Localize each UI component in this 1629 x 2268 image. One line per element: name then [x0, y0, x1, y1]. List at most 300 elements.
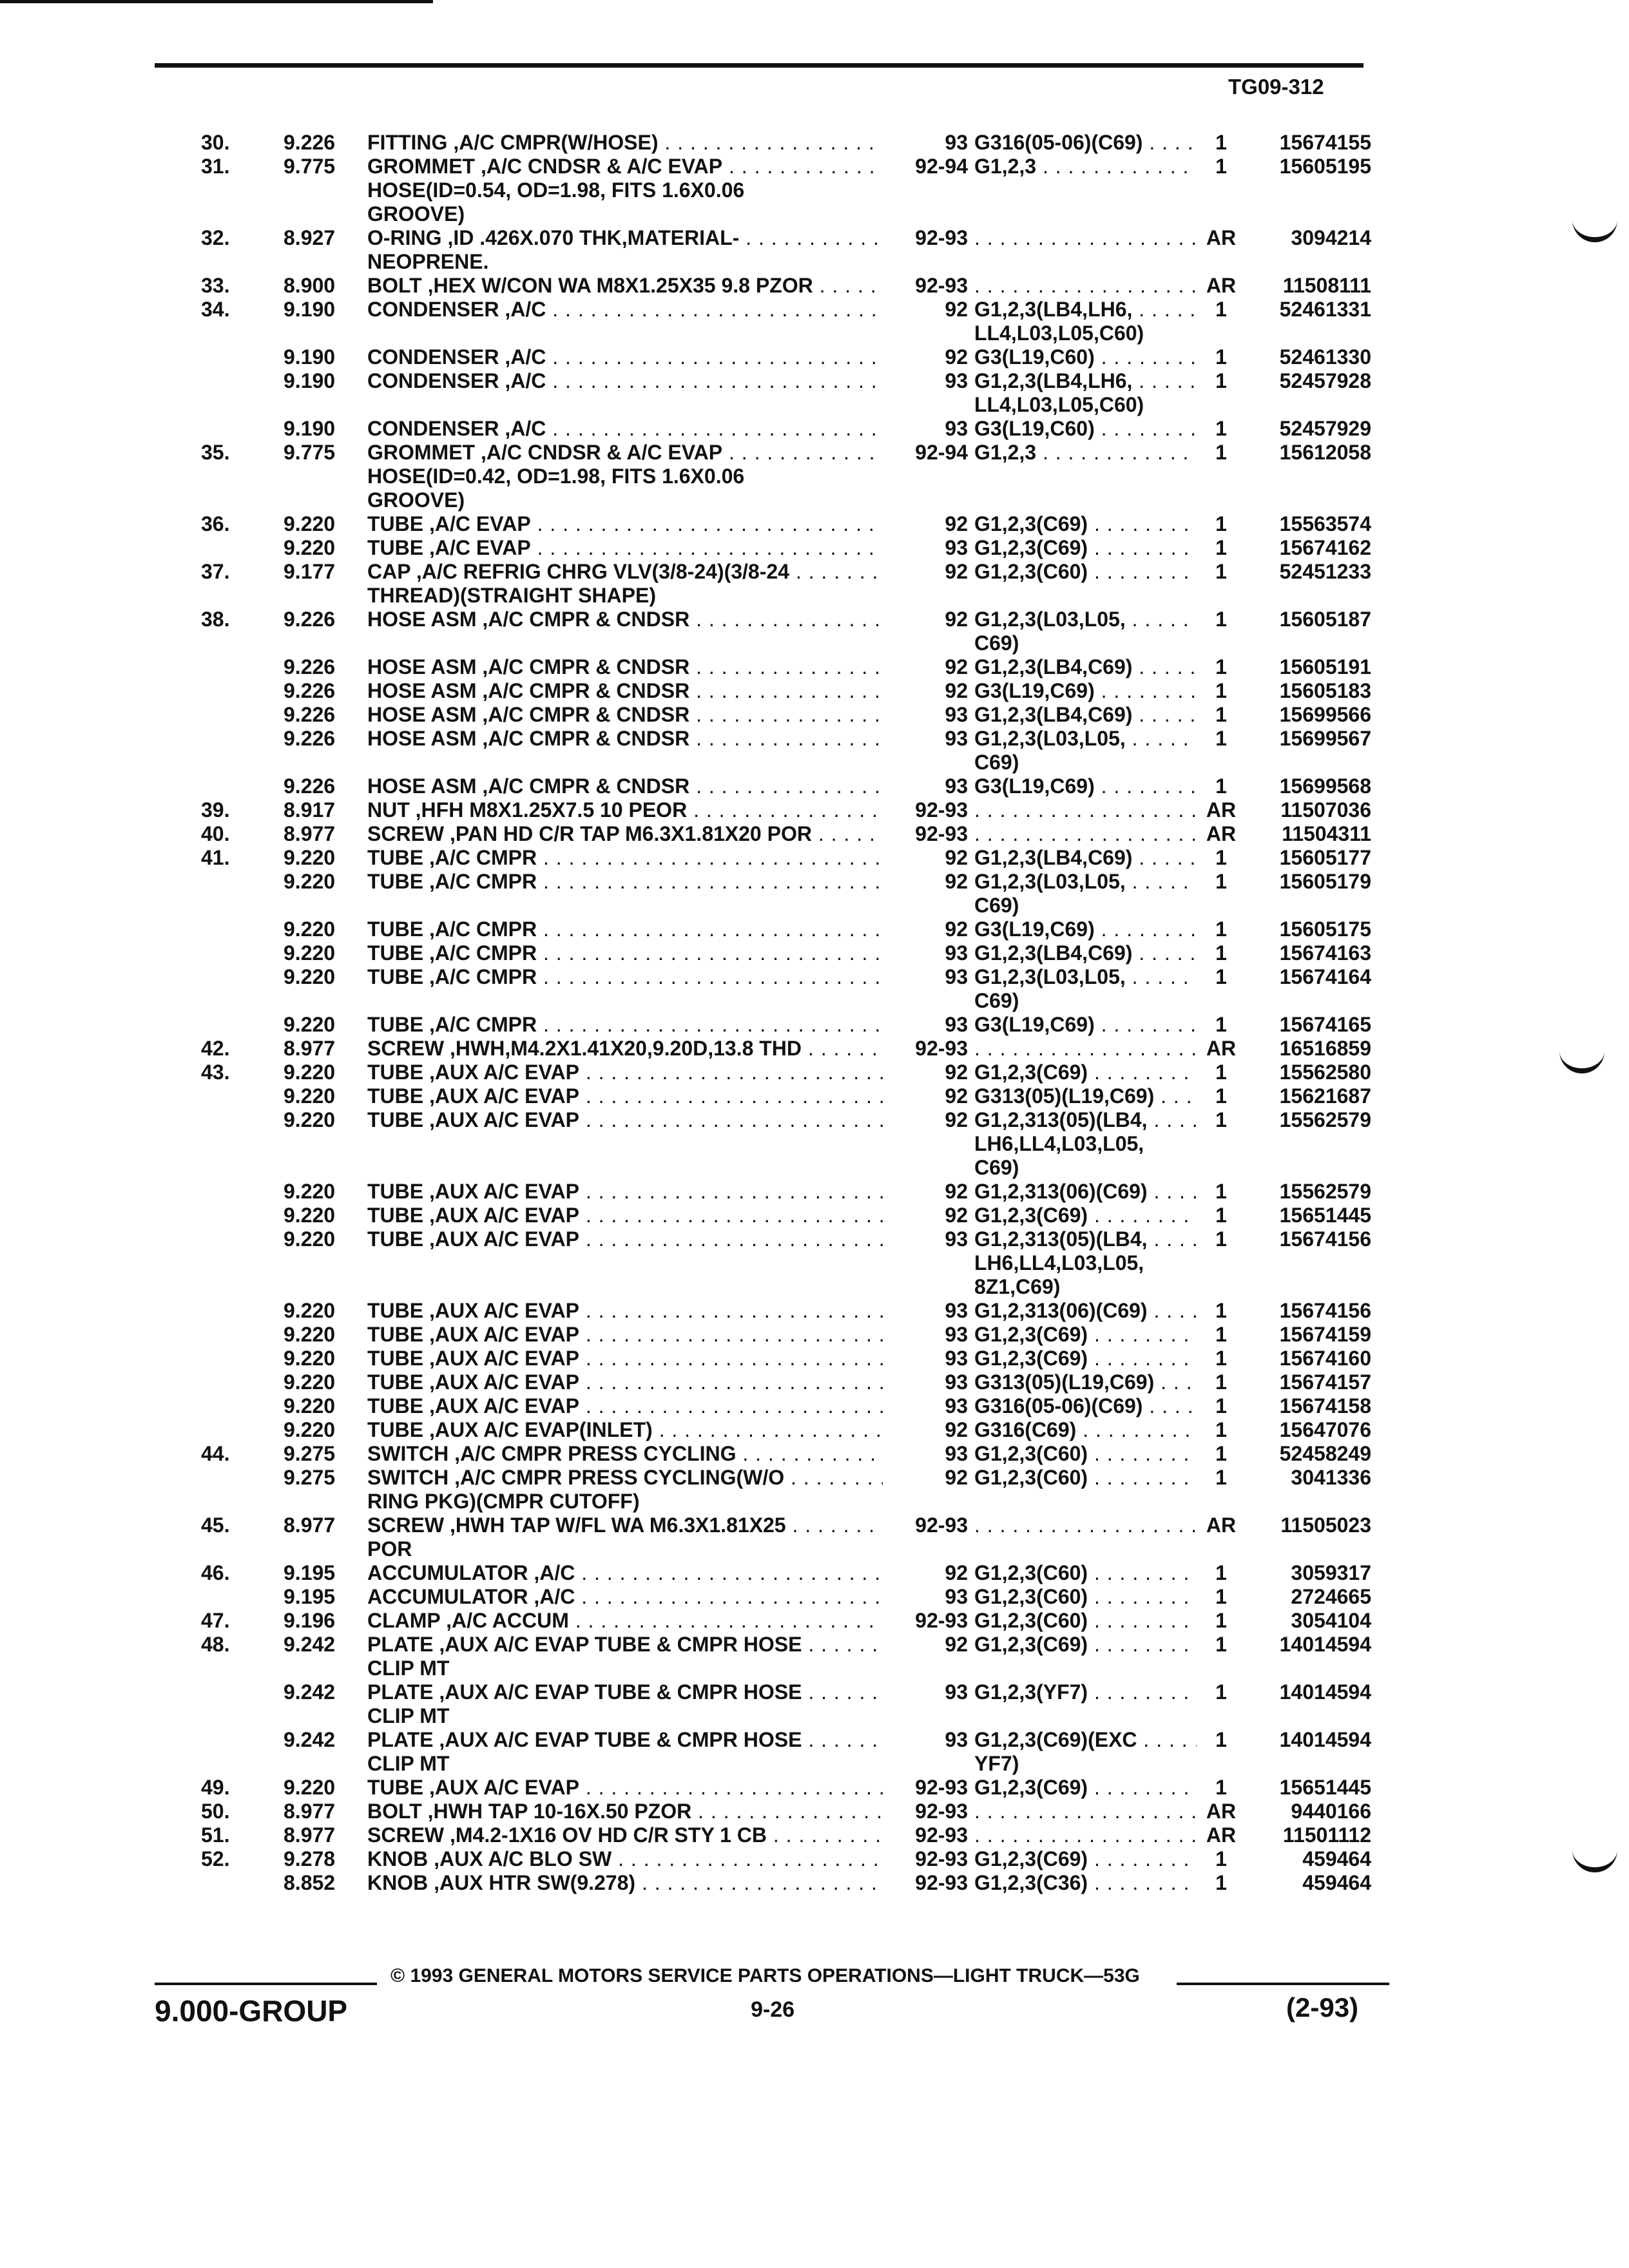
- model-code: G1,2,3(L03,L05, . . .: [974, 727, 1197, 751]
- table-row: [0, 536, 1629, 560]
- group-number: 9.242: [284, 1728, 336, 1751]
- quantity: 1: [1215, 703, 1227, 726]
- table-row: [0, 512, 1629, 536]
- model-year: 92: [945, 679, 968, 702]
- part-description: HOSE ASM ,A/C CMPR & CNDSR . . .: [367, 679, 883, 703]
- group-number: 9.195: [284, 1561, 336, 1584]
- part-description: HOSE ASM ,A/C CMPR & CNDSR . . .: [367, 774, 883, 798]
- group-number: 8.977: [284, 822, 336, 845]
- part-number: 3041336: [1291, 1466, 1371, 1489]
- part-description: CONDENSER ,A/C . . .: [367, 298, 883, 322]
- group-number: 9.275: [284, 1466, 336, 1489]
- group-number: 9.220: [284, 1299, 336, 1322]
- table-row: [0, 1823, 1629, 1847]
- top-rule: [155, 63, 1364, 68]
- table-row: [0, 1537, 1629, 1561]
- model-year: 93: [945, 369, 968, 392]
- table-row: [0, 1657, 1629, 1680]
- quantity: 1: [1215, 846, 1227, 869]
- table-row: [0, 631, 1629, 655]
- model-code: [974, 798, 1197, 822]
- group-number: 9.220: [284, 1370, 336, 1394]
- table-row: [0, 131, 1629, 155]
- part-number: 52461330: [1279, 345, 1371, 369]
- model-year: 92-93: [915, 274, 968, 297]
- model-year: 93: [945, 1227, 968, 1251]
- part-number: 15621687: [1279, 1084, 1371, 1108]
- table-row: [0, 1561, 1629, 1585]
- group-number: 9.226: [284, 774, 336, 798]
- table-row: [0, 560, 1629, 584]
- table-row: [0, 774, 1629, 798]
- group-number: 9.190: [284, 369, 336, 392]
- quantity: 1: [1215, 1394, 1227, 1418]
- quantity: 1: [1215, 131, 1227, 154]
- table-row: [0, 1251, 1629, 1275]
- part-number: 14014594: [1279, 1633, 1371, 1656]
- model-code: G3(L19,C69) . . .: [974, 679, 1197, 703]
- part-number: 15674164: [1279, 965, 1371, 988]
- part-description: TUBE ,A/C EVAP . . .: [367, 536, 883, 560]
- quantity: 1: [1215, 1585, 1227, 1608]
- group-number: 9.220: [284, 1084, 336, 1108]
- part-number: 15674165: [1279, 1013, 1371, 1036]
- part-number: 11508111: [1282, 274, 1371, 297]
- group-number: 8.977: [284, 1037, 336, 1060]
- model-year: 92: [945, 608, 968, 631]
- part-number: 15674160: [1279, 1347, 1371, 1370]
- part-number: 11501112: [1282, 1823, 1371, 1847]
- table-row: [0, 1132, 1629, 1156]
- quantity: 1: [1215, 536, 1227, 559]
- model-year: 93: [945, 1394, 968, 1418]
- corner-mark: [0, 0, 433, 3]
- quantity: 1: [1215, 1061, 1227, 1084]
- quantity: AR: [1206, 1514, 1237, 1537]
- table-row: [0, 345, 1629, 369]
- quantity: 1: [1215, 417, 1227, 440]
- group-number: 9.220: [284, 1204, 336, 1227]
- model-code: [974, 1800, 1197, 1823]
- quantity: 1: [1215, 1204, 1227, 1227]
- model-code: C69): [974, 989, 1019, 1012]
- part-number: 459464: [1302, 1871, 1371, 1894]
- part-description: GROOVE): [367, 202, 465, 226]
- model-year: 93: [945, 1370, 968, 1394]
- part-description: GROOVE): [367, 488, 465, 512]
- part-description: TUBE ,AUX A/C EVAP . . .: [367, 1084, 883, 1108]
- model-year: 93: [945, 1347, 968, 1370]
- part-description: CONDENSER ,A/C . . .: [367, 345, 883, 369]
- table-row: [0, 1061, 1629, 1084]
- model-code: [974, 822, 1197, 846]
- part-description: TUBE ,A/C CMPR . . .: [367, 870, 883, 894]
- part-description: HOSE(ID=0.42, OD=1.98, FITS 1.6X0.06: [367, 465, 745, 488]
- model-code: G1,2,3(C60) . . .: [974, 560, 1197, 584]
- table-row: [0, 417, 1629, 441]
- model-year: 92-93: [915, 1847, 968, 1870]
- part-description: HOSE ASM ,A/C CMPR & CNDSR . . .: [367, 703, 883, 727]
- part-number: 15605175: [1279, 918, 1371, 941]
- model-year: 93: [945, 1013, 968, 1036]
- part-description: TUBE ,AUX A/C EVAP . . .: [367, 1323, 883, 1347]
- part-number: 11507036: [1280, 798, 1371, 822]
- model-code: G1,2,3(L03,L05, . . .: [974, 965, 1197, 989]
- table-row: [0, 1394, 1629, 1418]
- group-number: 9.190: [284, 345, 336, 369]
- table-row: [0, 369, 1629, 393]
- quantity: 1: [1215, 1108, 1227, 1131]
- model-code: G1,2,3(C60) . . .: [974, 1585, 1197, 1609]
- quantity: AR: [1206, 226, 1237, 249]
- table-row: [0, 1847, 1629, 1871]
- table-row: [0, 989, 1629, 1013]
- quantity: 1: [1215, 727, 1227, 750]
- table-row: [0, 894, 1629, 918]
- part-description: TUBE ,A/C CMPR . . .: [367, 918, 883, 941]
- part-description: TUBE ,A/C CMPR . . .: [367, 1013, 883, 1037]
- model-year: 93: [945, 1442, 968, 1465]
- part-description: TUBE ,A/C CMPR . . .: [367, 965, 883, 989]
- model-code: G313(05)(L19,C69) . . .: [974, 1370, 1197, 1394]
- table-row: [0, 226, 1629, 250]
- group-number: 9.190: [284, 298, 336, 321]
- part-description: SCREW ,M4.2-1X16 OV HD C/R STY 1 CB . . .: [367, 1823, 883, 1847]
- part-number: 11504311: [1282, 822, 1371, 845]
- table-row: [0, 1514, 1629, 1537]
- part-description: TUBE ,A/C CMPR . . .: [367, 941, 883, 965]
- quantity: 1: [1215, 1871, 1227, 1894]
- group-number: 8.927: [284, 226, 336, 249]
- part-description: TUBE ,AUX A/C EVAP . . .: [367, 1776, 883, 1800]
- part-number: 15562580: [1279, 1061, 1371, 1084]
- part-description: SCREW ,HWH TAP W/FL WA M6.3X1.81X25 . . .: [367, 1514, 883, 1537]
- model-code: G1,2,3(C60) . . .: [974, 1561, 1197, 1585]
- group-number: 9.220: [284, 870, 336, 893]
- item-number: 38.: [201, 608, 230, 631]
- part-description: TUBE ,AUX A/C EVAP . . .: [367, 1227, 883, 1251]
- table-row: [0, 1156, 1629, 1180]
- part-description: HOSE ASM ,A/C CMPR & CNDSR . . .: [367, 608, 883, 631]
- part-number: 15674157: [1279, 1370, 1371, 1394]
- group-number: 8.977: [284, 1823, 336, 1847]
- model-year: 92: [945, 1084, 968, 1108]
- footer-rule-left: [155, 1983, 377, 1985]
- part-number: 15674162: [1279, 536, 1371, 559]
- part-description: GROMMET ,A/C CNDSR & A/C EVAP . . .: [367, 441, 883, 465]
- model-year: 92-93: [915, 1823, 968, 1847]
- model-year: 92-93: [915, 1871, 968, 1894]
- quantity: 1: [1215, 1180, 1227, 1203]
- group-number: 9.220: [284, 941, 336, 965]
- model-year: 92-94: [915, 441, 968, 464]
- item-number: 43.: [201, 1061, 230, 1084]
- table-row: [0, 1871, 1629, 1895]
- part-number: 15674159: [1279, 1323, 1371, 1346]
- table-row: [0, 1704, 1629, 1728]
- quantity: 1: [1215, 608, 1227, 631]
- page-number: 9-26: [751, 1997, 795, 2022]
- table-row: [0, 1728, 1629, 1752]
- part-description: TUBE ,AUX A/C EVAP(INLET) . . .: [367, 1418, 883, 1442]
- part-description: NEOPRENE.: [367, 250, 489, 273]
- model-code: G1,2,3(L03,L05, . . .: [974, 870, 1197, 894]
- part-description: TUBE ,AUX A/C EVAP . . .: [367, 1394, 883, 1418]
- item-number: 30.: [201, 131, 230, 154]
- table-row: [0, 1609, 1629, 1633]
- part-description: ACCUMULATOR ,A/C . . .: [367, 1585, 883, 1609]
- quantity: 1: [1215, 1227, 1227, 1251]
- model-code: LH6,LL4,L03,L05,: [974, 1132, 1144, 1155]
- table-row: [0, 965, 1629, 989]
- item-number: 44.: [201, 1442, 230, 1465]
- part-description: TUBE ,AUX A/C EVAP . . .: [367, 1204, 883, 1227]
- quantity: 1: [1215, 1633, 1227, 1656]
- model-code: G1,2,3 . . .: [974, 155, 1197, 178]
- item-number: 32.: [201, 226, 230, 249]
- model-code: [974, 1823, 1197, 1847]
- model-code: G1,2,3(C69) . . .: [974, 1776, 1197, 1800]
- item-number: 34.: [201, 298, 230, 321]
- model-code: G3(L19,C60) . . .: [974, 417, 1197, 441]
- quantity: 1: [1215, 1323, 1227, 1346]
- part-description: HOSE ASM ,A/C CMPR & CNDSR . . .: [367, 727, 883, 751]
- model-year: 93: [945, 703, 968, 726]
- group-number: 9.190: [284, 417, 336, 440]
- part-description: SCREW ,PAN HD C/R TAP M6.3X1.81X20 POR . . .: [367, 822, 883, 846]
- part-description: THREAD)(STRAIGHT SHAPE): [367, 584, 656, 607]
- group-number: 9.278: [284, 1847, 336, 1870]
- group-number: 8.852: [284, 1871, 336, 1894]
- item-number: 31.: [201, 155, 230, 178]
- part-description: POR: [367, 1537, 412, 1561]
- part-number: 15647076: [1279, 1418, 1371, 1441]
- item-number: 45.: [201, 1514, 230, 1537]
- quantity: 1: [1215, 1370, 1227, 1394]
- part-number: 3094214: [1291, 226, 1371, 249]
- group-number: 8.917: [284, 798, 336, 822]
- model-code: G1,2,3(C60) . . .: [974, 1609, 1197, 1633]
- part-number: 15605195: [1279, 155, 1371, 178]
- group-number: 8.977: [284, 1800, 336, 1823]
- part-description: CLIP MT: [367, 1752, 450, 1775]
- group-number: 9.220: [284, 1013, 336, 1036]
- part-description: TUBE ,AUX A/C EVAP . . .: [367, 1180, 883, 1204]
- part-description: NUT ,HFH M8X1.25X7.5 10 PEOR . . .: [367, 798, 883, 822]
- part-description: TUBE ,AUX A/C EVAP . . .: [367, 1299, 883, 1323]
- part-description: PLATE ,AUX A/C EVAP TUBE & CMPR HOSE . . .: [367, 1680, 883, 1704]
- part-number: 52457929: [1279, 417, 1371, 440]
- parts-list: [0, 131, 1629, 1895]
- model-code: G1,2,3(LB4,C69) . . .: [974, 703, 1197, 727]
- item-number: 49.: [201, 1776, 230, 1799]
- quantity: 1: [1215, 941, 1227, 965]
- model-code: G3(L19,C69) . . .: [974, 1013, 1197, 1037]
- part-description: TUBE ,A/C CMPR . . .: [367, 846, 883, 870]
- quantity: 1: [1215, 1728, 1227, 1751]
- group-number: 9.220: [284, 846, 336, 869]
- part-description: TUBE ,AUX A/C EVAP . . .: [367, 1108, 883, 1132]
- part-number: 2724665: [1291, 1585, 1371, 1608]
- model-code: G1,2,3(C60) . . .: [974, 1466, 1197, 1490]
- table-row: [0, 1585, 1629, 1609]
- model-year: 92-93: [915, 1776, 968, 1799]
- model-code: G1,2,3(L03,L05, . . .: [974, 608, 1197, 631]
- table-row: [0, 846, 1629, 870]
- item-number: 46.: [201, 1561, 230, 1584]
- model-code: G1,2,3(C69) . . .: [974, 1204, 1197, 1227]
- group-number: 9.220: [284, 1394, 336, 1418]
- quantity: 1: [1215, 774, 1227, 798]
- table-row: [0, 1275, 1629, 1299]
- model-code: G1,2,3(C36) . . .: [974, 1871, 1197, 1895]
- table-row: [0, 1418, 1629, 1442]
- model-code: G316(C69) . . .: [974, 1418, 1197, 1442]
- model-code: LL4,L03,L05,C60): [974, 322, 1144, 345]
- item-number: 52.: [201, 1847, 230, 1870]
- quantity: 1: [1215, 1466, 1227, 1489]
- table-row: [0, 178, 1629, 202]
- table-row: [0, 798, 1629, 822]
- quantity: 1: [1215, 965, 1227, 988]
- item-number: 39.: [201, 798, 230, 822]
- part-number: 11505023: [1280, 1514, 1371, 1537]
- table-row: [0, 584, 1629, 608]
- model-code: [974, 274, 1197, 298]
- item-number: 37.: [201, 560, 230, 583]
- model-code: [974, 226, 1197, 250]
- quantity: 1: [1215, 441, 1227, 464]
- part-description: SWITCH ,A/C CMPR PRESS CYCLING . . .: [367, 1442, 883, 1466]
- part-number: 14014594: [1279, 1728, 1371, 1751]
- part-number: 15674156: [1279, 1227, 1371, 1251]
- model-code: G1,2,3(YF7) . . .: [974, 1680, 1197, 1704]
- model-year: 92-93: [915, 226, 968, 249]
- model-code: LH6,LL4,L03,L05,: [974, 1251, 1144, 1274]
- item-number: 50.: [201, 1800, 230, 1823]
- table-row: [0, 1037, 1629, 1061]
- model-code: G3(L19,C69) . . .: [974, 918, 1197, 941]
- table-row: [0, 1084, 1629, 1108]
- quantity: 1: [1215, 1561, 1227, 1584]
- part-number: 15674156: [1279, 1299, 1371, 1322]
- model-code: C69): [974, 631, 1019, 655]
- part-number: 16516859: [1279, 1037, 1371, 1060]
- model-code: G1,2,3(LB4,C69) . . .: [974, 655, 1197, 679]
- item-number: 35.: [201, 441, 230, 464]
- table-row: [0, 1204, 1629, 1227]
- model-code: G316(05-06)(C69) . . .: [974, 1394, 1197, 1418]
- table-row: [0, 655, 1629, 679]
- table-row: [0, 1800, 1629, 1823]
- model-code: G1,2,3(LB4,C69) . . .: [974, 941, 1197, 965]
- table-row: [0, 1013, 1629, 1037]
- part-description: FITTING ,A/C CMPR(W/HOSE) . . .: [367, 131, 883, 155]
- model-year: 93: [945, 536, 968, 559]
- group-number: 9.775: [284, 441, 336, 464]
- item-number: 40.: [201, 822, 230, 845]
- part-number: 52461331: [1279, 298, 1371, 321]
- quantity: AR: [1206, 1823, 1237, 1847]
- part-number: 15605187: [1279, 608, 1371, 631]
- part-number: 15605177: [1279, 846, 1371, 869]
- model-code: G1,2,3(C60) . . .: [974, 1442, 1197, 1466]
- part-number: 52457928: [1279, 369, 1371, 392]
- table-row: [0, 727, 1629, 751]
- table-row: [0, 322, 1629, 345]
- group-number: 9.220: [284, 536, 336, 559]
- group-number: 9.226: [284, 727, 336, 750]
- quantity: 1: [1215, 1418, 1227, 1441]
- quantity: 1: [1215, 1776, 1227, 1799]
- model-year: 92: [945, 1061, 968, 1084]
- quantity: 1: [1215, 1013, 1227, 1036]
- group-number: 9.220: [284, 1347, 336, 1370]
- model-year: 92: [945, 345, 968, 369]
- group-number: 9.226: [284, 131, 336, 154]
- model-year: 92: [945, 846, 968, 869]
- table-row: [0, 393, 1629, 417]
- table-row: [0, 1466, 1629, 1490]
- quantity: 1: [1215, 1084, 1227, 1108]
- group-number: 9.220: [284, 965, 336, 988]
- model-year: 92: [945, 655, 968, 678]
- quantity: 1: [1215, 870, 1227, 893]
- table-row: [0, 679, 1629, 703]
- part-description: SWITCH ,A/C CMPR PRESS CYCLING(W/O . . .: [367, 1466, 883, 1490]
- model-code: YF7): [974, 1752, 1019, 1775]
- model-code: G1,2,3(C69) . . .: [974, 1847, 1197, 1871]
- model-code: G1,2,3 . . .: [974, 441, 1197, 465]
- part-description: RING PKG)(CMPR CUTOFF): [367, 1490, 640, 1513]
- model-code: LL4,L03,L05,C60): [974, 393, 1144, 416]
- model-code: G1,2,3(C69)(EXC . . .: [974, 1728, 1197, 1752]
- part-number: 15563574: [1279, 512, 1371, 535]
- part-number: 3054104: [1291, 1609, 1371, 1632]
- group-number: 9.220: [284, 1227, 336, 1251]
- part-description: BOLT ,HWH TAP 10-16X.50 PZOR . . .: [367, 1800, 883, 1823]
- part-number: 15651445: [1279, 1776, 1371, 1799]
- table-row: [0, 1752, 1629, 1776]
- part-description: GROMMET ,A/C CNDSR & A/C EVAP . . .: [367, 155, 883, 178]
- model-year: 93: [945, 417, 968, 440]
- part-number: 15651445: [1279, 1204, 1371, 1227]
- part-number: 15562579: [1279, 1180, 1371, 1203]
- quantity: 1: [1215, 298, 1227, 321]
- item-number: 51.: [201, 1823, 230, 1847]
- group-number: 9.220: [284, 1108, 336, 1131]
- model-code: C69): [974, 1156, 1019, 1179]
- quantity: 1: [1215, 918, 1227, 941]
- model-year: 92: [945, 1466, 968, 1489]
- quantity: 1: [1215, 1847, 1227, 1870]
- quantity: 1: [1215, 655, 1227, 678]
- model-year: 92-93: [915, 1609, 968, 1632]
- model-code: [974, 1037, 1197, 1061]
- model-code: G1,2,3(C69) . . .: [974, 1323, 1197, 1347]
- part-number: 14014594: [1279, 1680, 1371, 1704]
- model-code: C69): [974, 751, 1019, 774]
- group-number: 9.220: [284, 1418, 336, 1441]
- page-code: TG09-312: [1228, 75, 1324, 99]
- group-number: 9.220: [284, 512, 336, 535]
- table-row: [0, 1370, 1629, 1394]
- table-row: [0, 441, 1629, 465]
- quantity: 1: [1215, 155, 1227, 178]
- model-year: 92: [945, 1180, 968, 1203]
- part-number: 15605183: [1279, 679, 1371, 702]
- part-description: PLATE ,AUX A/C EVAP TUBE & CMPR HOSE . . .: [367, 1728, 883, 1752]
